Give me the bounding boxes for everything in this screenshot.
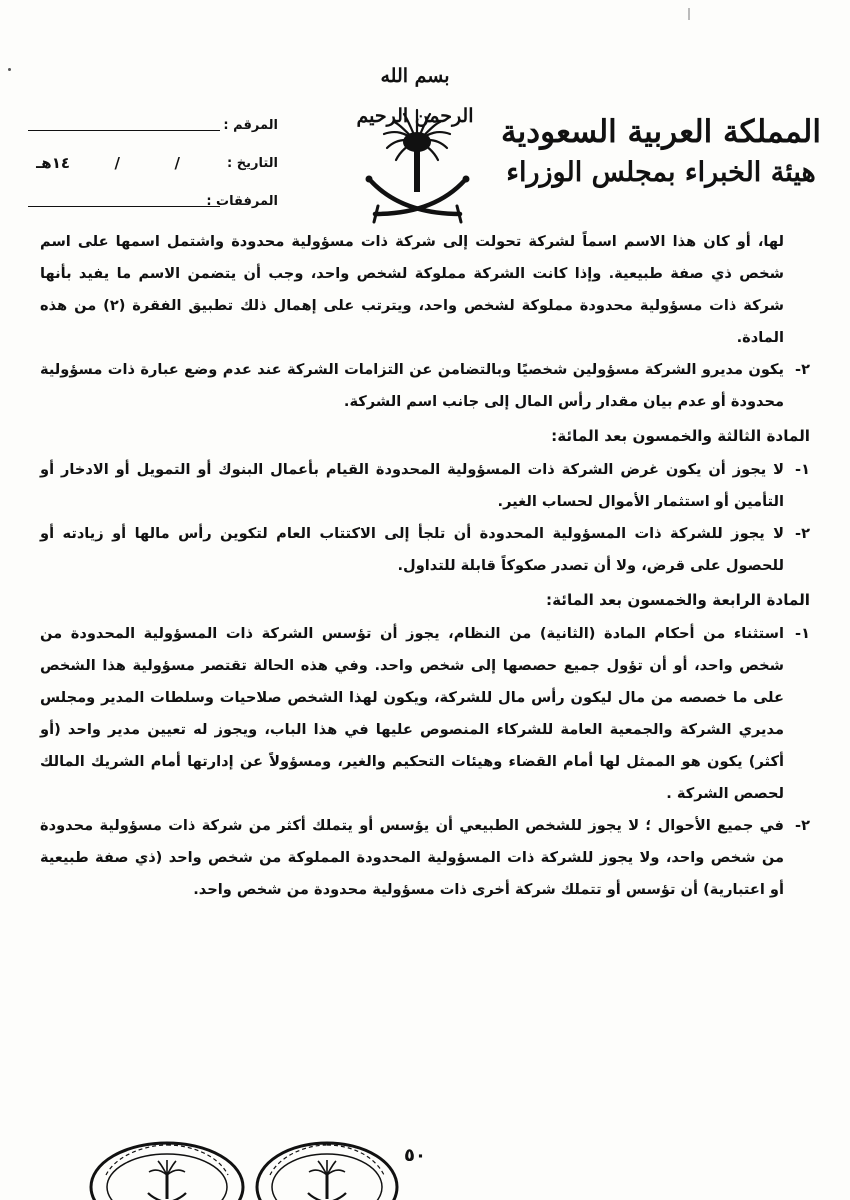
org-country: المملكة العربية السعودية xyxy=(501,114,821,150)
attachments-row xyxy=(18,188,278,226)
reference-block xyxy=(18,112,278,226)
attachments-line xyxy=(28,206,220,207)
list-item xyxy=(40,454,810,518)
list-item xyxy=(40,518,810,582)
attachments-label: المرفقات : xyxy=(206,194,278,209)
official-round-seal-icon xyxy=(86,1135,248,1200)
date-label: التاريخ : xyxy=(227,156,278,171)
list-item xyxy=(40,618,810,810)
article-heading: المادة الرابعة والخمسون بعد المائة: xyxy=(546,591,810,609)
item-text: لا يجوز أن يكون غرض الشركة ذات المسؤولية المحدودة القيام بأعمال البنوك أو التمويل أو الادخار أو التأمين أو استثمار الأموال لحساب الغير. xyxy=(40,461,784,510)
scan-artifact xyxy=(688,8,690,20)
list-item xyxy=(40,810,810,906)
date-suffix: ١٤هـ xyxy=(36,154,70,172)
item-number: ١- xyxy=(795,625,810,642)
item-text: استثناء من أحكام المادة (الثانية) من النظام، يجوز أن تؤسس الشركة ذات المسؤولية المحدودة من شخص واحد، أو أن تؤول جميع حصصها إلى شخص واحد. وفي هذه الحالة تقتصر مسؤولية هذا الشخص على ما خصصه من مال ليكون رأس مال للشركة، ويكون لهذا الشخص صلاحيات وسلطات المدير ومجلس مديري الشركة والجمعية العامة للشركاء المنصوص عليها في هذا الباب، ويجوز له تعيين مدير واحد (أو أكثر) يكون هو الممثل لها أمام القضاء وهيئات التحكيم والغير، ومسؤولاً عن إدارتها أمام الشريك المالك لحصص الشركة . xyxy=(40,625,784,802)
item-number: ٢- xyxy=(795,525,810,542)
organization-name xyxy=(496,112,826,192)
scan-speck xyxy=(8,68,11,71)
document-body xyxy=(40,226,810,906)
item-text: يكون مديرو الشركة مسؤولين شخصيًا وبالتضامن عن التزامات الشركة عند عدم وضع عبارة ذات مسؤولية محدودة أو عدم بيان مقدار رأس المال إلى جانب اسم الشركة. xyxy=(40,361,784,410)
article-heading: المادة الثالثة والخمسون بعد المائة: xyxy=(551,427,810,445)
saudi-emblem-palm-swords-icon xyxy=(360,102,475,232)
item-number: ١- xyxy=(795,461,810,478)
item-number: ٢- xyxy=(795,361,810,378)
date-row xyxy=(18,150,278,188)
list-item xyxy=(40,354,810,418)
ref-number-row xyxy=(18,112,278,150)
basmala: بسم الله الرحمن الرحيم xyxy=(356,65,474,127)
item-number: ٢- xyxy=(795,817,810,834)
item-text: لا يجوز للشركة ذات المسؤولية المحدودة أن تلجأ إلى الاكتتاب العام لتكوين رأس مالها أو زيادته أو للحصول على قرض، ولا أن تصدر صكوكاً قابلة للتداول. xyxy=(40,525,784,574)
date-separator: / xyxy=(174,154,180,172)
date-separator: / xyxy=(114,154,120,172)
org-agency: هيئة الخبراء بمجلس الوزراء xyxy=(506,157,816,188)
page-number: ٥٠ xyxy=(404,1145,426,1166)
ref-number-line xyxy=(28,130,220,131)
intro-paragraph: لها، أو كان هذا الاسم اسماً لشركة تحولت إلى شركة ذات مسؤولية محدودة واشتمل اسمها على اسم شخص ذي صفة طبيعية. وإذا كانت الشركة مملوكة لشخص واحد، وجب أن يتضمن الاسم ما يفيد بأنها شركة ذات مسؤولية محدودة مملوكة لشخص واحد، ويترتب على إهمال ذلك تطبيق الفقرة (٢) من هذه المادة. xyxy=(40,233,784,346)
official-round-seal-icon xyxy=(252,1135,402,1200)
ref-number-label: المرقم : xyxy=(223,118,278,133)
item-text: في جميع الأحوال ؛ لا يجوز للشخص الطبيعي أن يؤسس أو يتملك أكثر من شركة ذات مسؤولية محدودة من شخص واحد، ولا يجوز للشركة ذات المسؤولية المحدودة المملوكة من شخص واحد (ذي صفة طبيعية أو اعتبارية) أن تؤسس أو تتملك شركة أخرى ذات مسؤولية محدودة من شخص واحد. xyxy=(40,817,784,898)
